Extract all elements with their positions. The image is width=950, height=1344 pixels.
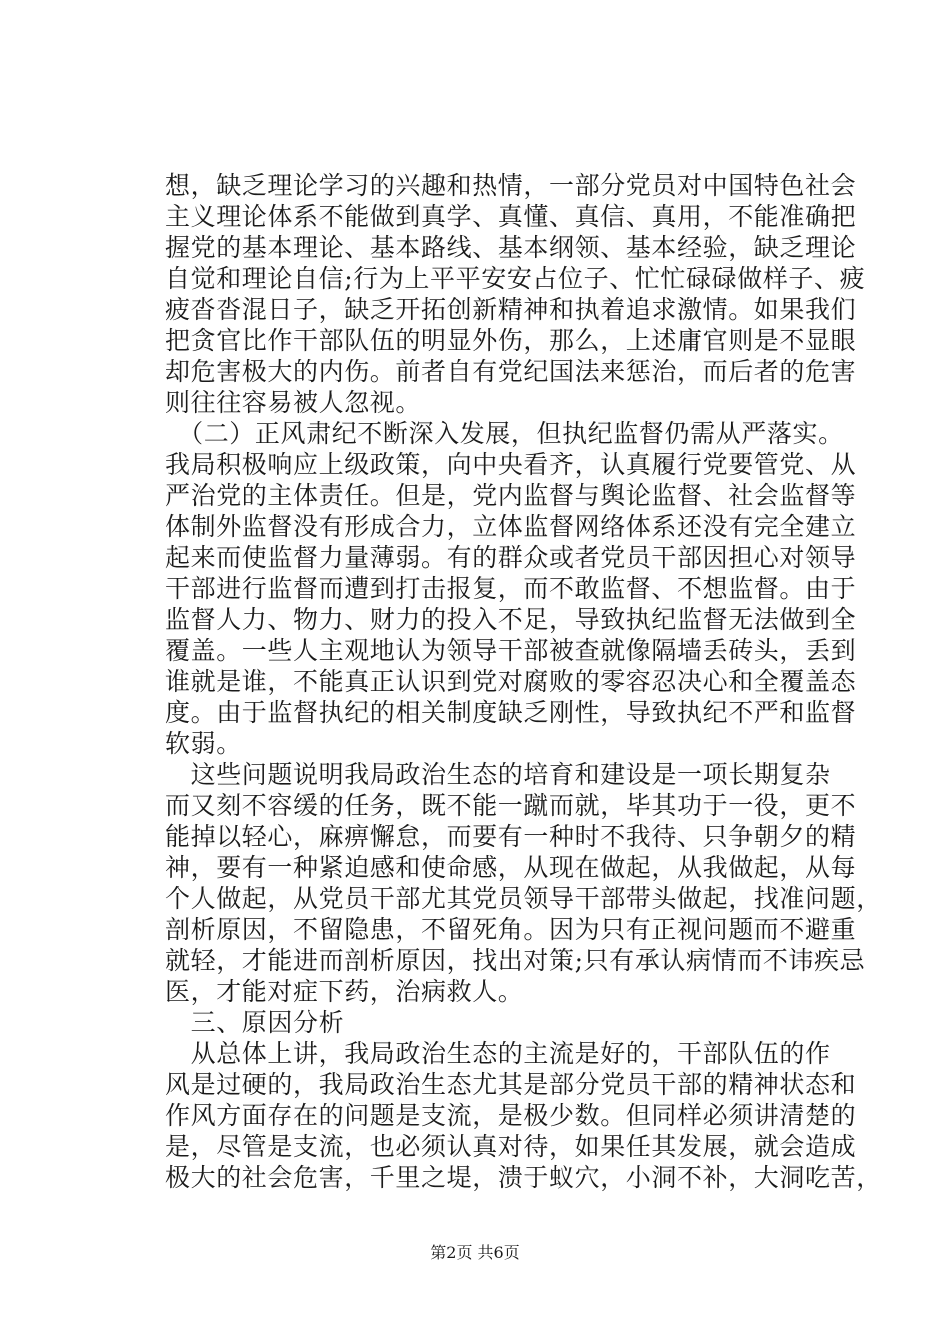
text-line: 度。由于监督执纪的相关制度缺乏刚性，导致执纪不严和监督 (165, 698, 857, 727)
text-line: 我局积极响应上级政策，向中央看齐，认真履行党要管党、从 (165, 450, 857, 479)
text-line: 而又刻不容缓的任务，既不能一蹴而就，毕其功于一役，更不 (165, 791, 857, 820)
text-line: 作风方面存在的问题是支流，是极少数。但同样必须讲清楚的 (165, 1101, 857, 1130)
page-footer: 第2页 共6页 (430, 1243, 520, 1262)
text-line: 个人做起，从党员干部尤其党员领导干部带头做起，找准问题， (165, 884, 882, 913)
text-line: 严治党的主体责任。但是，党内监督与舆论监督、社会监督等 (165, 481, 857, 510)
text-line: 自觉和理论自信;行为上平平安安占位子、忙忙碌碌做样子、疲 (165, 264, 866, 293)
text-line: 是，尽管是支流，也必须认真对待，如果任其发展，就会造成 (165, 1132, 857, 1161)
text-line: 则往往容易被人忽视。 (165, 388, 422, 417)
text-line: 三、原因分析 (165, 1008, 345, 1037)
text-line: 从总体上讲，我局政治生态的主流是好的，干部队伍的作 (165, 1039, 831, 1068)
text-line: 就轻，才能进而剖析原因，找出对策;只有承认病情而不讳疾忌 (165, 946, 866, 975)
text-line: 疲沓沓混日子，缺乏开拓创新精神和执着追求激情。如果我们 (165, 295, 857, 324)
text-line: 想，缺乏理论学习的兴趣和热情，一部分党员对中国特色社会 (165, 171, 857, 200)
text-line: 神，要有一种紧迫感和使命感，从现在做起，从我做起，从每 (165, 853, 857, 882)
text-line: 主义理论体系不能做到真学、真懂、真信、真用，不能准确把 (165, 202, 857, 231)
text-line: 剖析原因，不留隐患，不留死角。因为只有正视问题而不避重 (165, 915, 857, 944)
text-line: 谁就是谁，不能真正认识到党对腐败的零容忍决心和全覆盖态 (165, 667, 857, 696)
text-line: 却危害极大的内伤。前者自有党纪国法来惩治，而后者的危害 (165, 357, 857, 386)
text-line: 体制外监督没有形成合力，立体监督网络体系还没有完全建立 (165, 512, 857, 541)
text-line: 极大的社会危害，千里之堤，溃于蚁穴，小洞不补，大洞吃苦， (165, 1163, 882, 1192)
text-line: 风是过硬的，我局政治生态尤其是部分党员干部的精神状态和 (165, 1070, 857, 1099)
text-line: （二）正风肃纪不断深入发展，但执纪监督仍需从严落实。 (165, 419, 844, 448)
body-text (165, 170, 882, 1193)
text-line: 监督人力、物力、财力的投入不足，导致执纪监督无法做到全 (165, 605, 857, 634)
text-line: 软弱。 (165, 729, 242, 758)
text-line: 能掉以轻心，麻痹懈怠，而要有一种时不我待、只争朝夕的精 (165, 822, 857, 851)
text-line: 这些问题说明我局政治生态的培育和建设是一项长期复杂 (165, 760, 831, 789)
text-line: 干部进行监督而遭到打击报复，而不敢监督、不想监督。由于 (165, 574, 857, 603)
text-line: 把贪官比作干部队伍的明显外伤，那么，上述庸官则是不显眼 (165, 326, 857, 355)
text-line: 起来而使监督力量薄弱。有的群众或者党员干部因担心对领导 (165, 543, 857, 572)
text-line: 医，才能对症下药，治病救人。 (165, 977, 524, 1006)
text-line: 覆盖。一些人主观地认为领导干部被查就像隔墙丢砖头，丢到 (165, 636, 857, 665)
text-line: 握党的基本理论、基本路线、基本纲领、基本经验，缺乏理论 (165, 233, 857, 262)
